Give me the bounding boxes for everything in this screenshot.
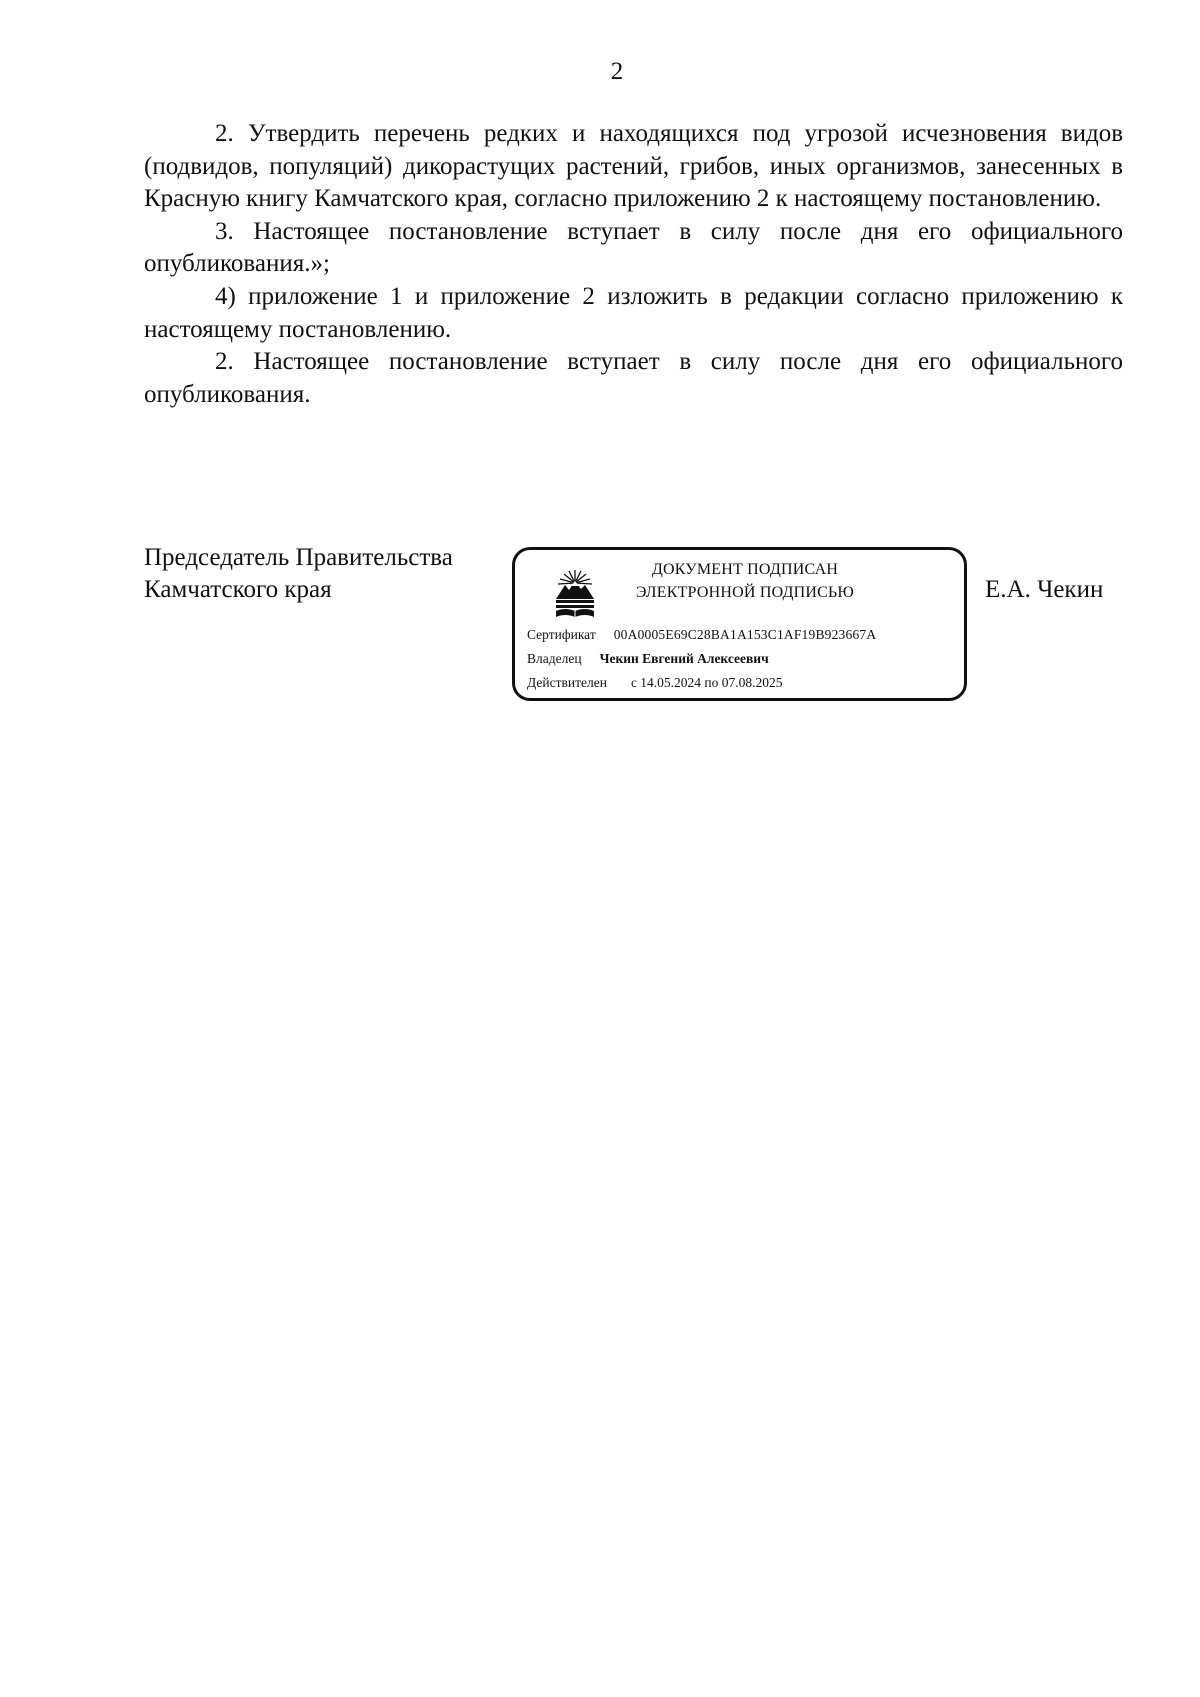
certificate-label: Сертификат [527, 627, 596, 642]
document-body [144, 118, 1123, 411]
stamp-title-line-1: ДОКУМЕНТ ПОДПИСАН [651, 561, 839, 578]
stamp-title-line-2: ЭЛЕКТРОННОЙ ПОДПИСЬЮ [635, 584, 855, 601]
stamp-certificate-row [527, 626, 876, 644]
paragraph-effective-date: 2. Настоящее постановление вступает в силу после дня его официального опубликования. [144, 348, 1123, 408]
signatory-position-line-2: Камчатского края [144, 576, 332, 603]
validity-value: с 14.05.2024 по 07.08.2025 [630, 675, 783, 690]
electronic-signature-stamp [512, 547, 967, 701]
stamp-title [615, 558, 875, 604]
paragraph-approve-list: 2. Утвердить перечень редких и находящихся под угрозой исчезновения видов (подвидов, популяций) дикорастущих растений, грибов, иных организмов, занесенных в Красную книгу Камчатского края, согласно приложению 2 к настоящему постановлению. [144, 120, 1123, 213]
certificate-value: 00A0005E69C28BA1A153C1AF19B923667A [613, 627, 877, 642]
kamchatka-coat-of-arms-icon [554, 567, 596, 619]
validity-label: Действителен [527, 675, 607, 690]
signatory-position [144, 542, 453, 606]
paragraph-effective-date-quoted: 3. Настоящее постановление вступает в силу после дня его официального опубликования.»; [144, 217, 1123, 278]
owner-label: Владелец [527, 651, 582, 666]
signatory-position-line-1: Председатель Правительства [144, 544, 453, 571]
paragraph-appendix-amendment: 4) приложение 1 и приложение 2 изложить в редакции согласно приложению к настоящему постановлению. [144, 282, 1123, 343]
stamp-validity-row [527, 674, 783, 692]
page-number: 2 [610, 58, 624, 85]
stamp-owner-row [527, 650, 769, 668]
owner-value: Чекин Евгений Алексеевич [599, 651, 769, 666]
signatory-name: Е.А. Чекин [985, 576, 1104, 603]
